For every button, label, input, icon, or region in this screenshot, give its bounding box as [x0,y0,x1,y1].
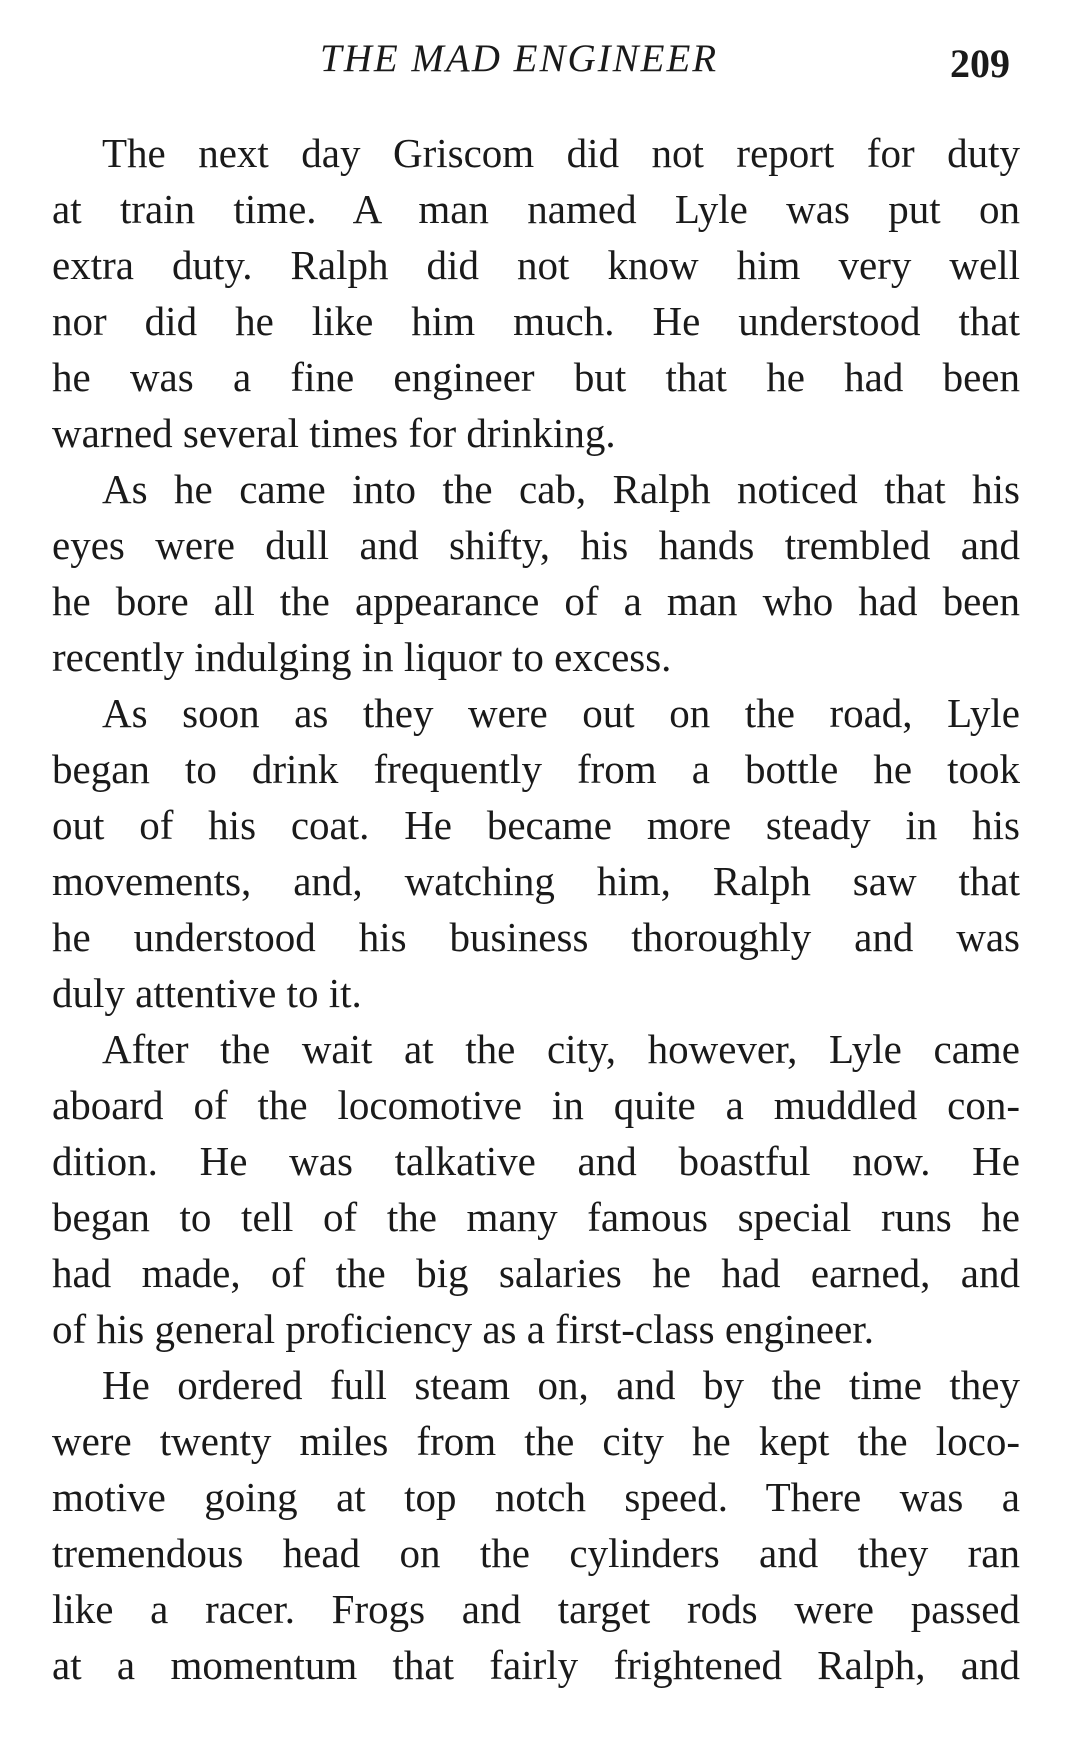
page-number: 209 [950,41,1010,86]
text-line: aboard of the locomotive in quite a muddled con- [52,1082,1020,1128]
text-line: at train time. A man named Lyle was put on [52,186,1020,232]
text-line: motive going at top notch speed. There was a [52,1474,1020,1520]
paragraph [52,1021,1020,1357]
text-line: were twenty miles from the city he kept the loco- [52,1418,1020,1464]
running-title: THE MAD ENGINEER [320,37,719,80]
text-line: he bore all the appearance of a man who had been [52,578,1020,624]
paragraph [52,125,1020,461]
text-line: out of his coat. He became more steady in his [52,802,1020,848]
text-line: of his general proficiency as a first-class engineer. [52,1306,874,1352]
text-line: After the wait at the city, however, Lyle came [102,1026,1020,1072]
text-line: began to tell of the many famous special runs he [52,1194,1020,1240]
text-line: like a racer. Frogs and target rods were passed [52,1586,1020,1632]
text-line: he understood his business thoroughly and was [52,914,1020,960]
text-line: As he came into the cab, Ralph noticed that his [102,466,1020,512]
text-line: As soon as they were out on the road, Lyle [102,690,1020,736]
text-line: nor did he like him much. He understood that [52,298,1020,344]
text-line: dition. He was talkative and boastful now. He [52,1138,1020,1184]
text-line: eyes were dull and shifty, his hands trembled and [52,522,1020,568]
text-line: tremendous head on the cylinders and they ran [52,1530,1020,1576]
paragraph [52,1357,1020,1693]
text-line: duly attentive to it. [52,970,362,1016]
text-line: began to drink frequently from a bottle he took [52,746,1020,792]
body-text [52,125,1020,1693]
text-line: recently indulging in liquor to excess. [52,634,672,680]
text-line: had made, of the big salaries he had earned, and [52,1250,1020,1296]
paragraph [52,685,1020,1021]
running-head [0,28,1085,88]
paragraph [52,461,1020,685]
text-line: The next day Griscom did not report for duty [102,130,1020,176]
text-line: He ordered full steam on, and by the time they [102,1362,1020,1408]
text-line: warned several times for drinking. [52,410,616,456]
text-line: movements, and, watching him, Ralph saw that [52,858,1020,904]
text-line: he was a fine engineer but that he had been [52,354,1020,400]
text-line: at a momentum that fairly frightened Ralph, and [52,1642,1020,1688]
text-line: extra duty. Ralph did not know him very well [52,242,1020,288]
